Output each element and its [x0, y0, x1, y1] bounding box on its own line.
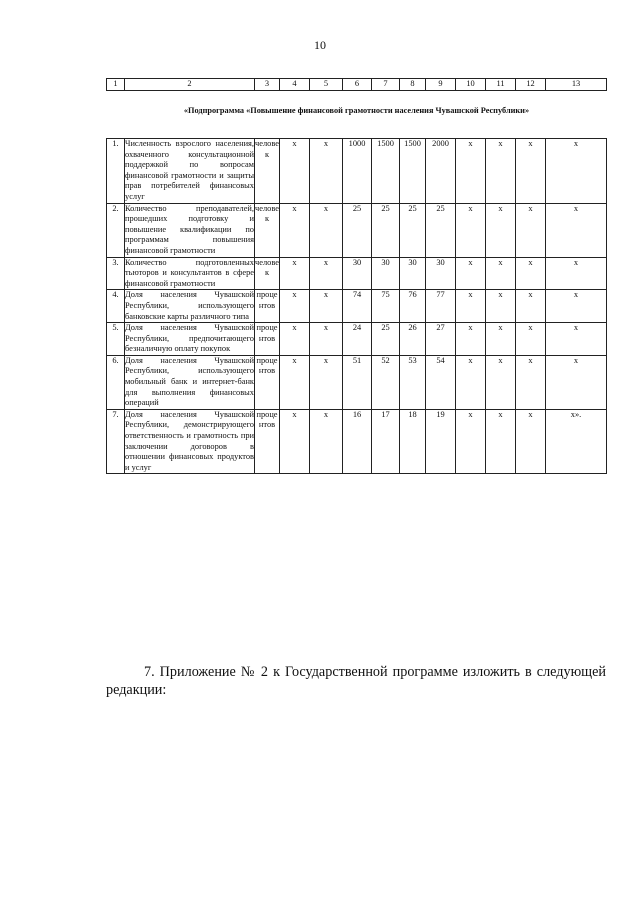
- indicator-name: Доля населения Чувашской Республики, предпочитающего безналичную оплату покупок: [125, 323, 255, 356]
- indicator-value: х: [486, 290, 516, 323]
- indicator-value: х: [456, 203, 486, 257]
- table-row: [107, 203, 607, 257]
- table-row: [107, 139, 607, 204]
- indicator-value: 54: [426, 355, 456, 409]
- page-number: 10: [314, 38, 326, 52]
- row-number: 2.: [107, 203, 125, 257]
- column-number-cell: 7: [372, 79, 400, 91]
- indicator-value: х: [310, 290, 343, 323]
- indicator-value: 52: [372, 355, 400, 409]
- indicator-value: 17: [372, 409, 400, 474]
- indicator-value: 30: [426, 257, 456, 290]
- indicator-value: х: [546, 355, 607, 409]
- column-number-cell: 8: [400, 79, 426, 91]
- indicator-value: 26: [400, 323, 426, 356]
- indicator-value: 30: [343, 257, 372, 290]
- indicator-value: х: [516, 139, 546, 204]
- indicator-value: х: [310, 257, 343, 290]
- unit-of-measure: человек: [255, 257, 280, 290]
- column-number-cell: 10: [456, 79, 486, 91]
- indicator-value: х: [456, 290, 486, 323]
- row-number: 7.: [107, 409, 125, 474]
- indicator-value: х: [516, 203, 546, 257]
- indicator-value: х: [486, 139, 516, 204]
- column-number-cell: 2: [125, 79, 255, 91]
- indicator-value: х: [310, 203, 343, 257]
- indicator-name: Количество подготовленных тьюторов и консультантов в сфере финансовой грамотности: [125, 257, 255, 290]
- indicator-value: х: [456, 323, 486, 356]
- indicator-value: х: [280, 409, 310, 474]
- indicator-value: х: [310, 409, 343, 474]
- indicator-value: х: [486, 203, 516, 257]
- subprogram-title: «Подпрограмма «Повышение финансовой грамотности населения Чувашской Республики»: [183, 106, 530, 116]
- column-number-cell: 6: [343, 79, 372, 91]
- indicator-value: х: [516, 290, 546, 323]
- indicator-value: х: [280, 139, 310, 204]
- table-row: [107, 257, 607, 290]
- indicator-value: х: [456, 409, 486, 474]
- indicator-value: 77: [426, 290, 456, 323]
- column-number-cell: 5: [310, 79, 343, 91]
- indicator-value: х: [310, 323, 343, 356]
- indicator-value: 51: [343, 355, 372, 409]
- indicator-value: 74: [343, 290, 372, 323]
- indicator-name: Численность взрослого населения, охваченного консультационной поддержкой по вопросам финансовой грамотности и защиты прав потребителей финансовых услуг: [125, 139, 255, 204]
- column-number-cell: 11: [486, 79, 516, 91]
- indicator-name: Доля населения Чувашской Республики, демонстрирующего ответственность и грамотность при заключении договоров в отношении финансовых продуктов и услуг: [125, 409, 255, 474]
- indicator-value: х: [546, 203, 607, 257]
- unit-of-measure: процентов: [255, 290, 280, 323]
- indicator-value: х: [486, 323, 516, 356]
- indicator-value: х: [546, 257, 607, 290]
- table-row: [107, 409, 607, 474]
- column-number-cell: 4: [280, 79, 310, 91]
- indicator-value: 25: [372, 323, 400, 356]
- indicator-value: х».: [546, 409, 607, 474]
- row-number: 5.: [107, 323, 125, 356]
- indicator-value: х: [546, 290, 607, 323]
- indicator-value: х: [456, 257, 486, 290]
- indicator-value: 25: [426, 203, 456, 257]
- indicator-value: 76: [400, 290, 426, 323]
- indicator-value: 16: [343, 409, 372, 474]
- indicator-value: 25: [343, 203, 372, 257]
- indicator-value: 30: [372, 257, 400, 290]
- indicator-name: Доля населения Чувашской Республики, использующего мобильный банк и интернет-банк для выполнения финансовых операций: [125, 355, 255, 409]
- indicator-value: 19: [426, 409, 456, 474]
- column-number-row: [107, 79, 607, 91]
- indicator-value: 1500: [400, 139, 426, 204]
- indicator-value: х: [546, 323, 607, 356]
- indicator-value: х: [486, 409, 516, 474]
- column-number-cell: 12: [516, 79, 546, 91]
- indicator-value: х: [280, 257, 310, 290]
- table-row: [107, 355, 607, 409]
- row-number: 6.: [107, 355, 125, 409]
- indicator-value: х: [280, 290, 310, 323]
- column-number-cell: 13: [546, 79, 607, 91]
- indicator-value: х: [280, 355, 310, 409]
- indicator-value: 27: [426, 323, 456, 356]
- indicator-value: х: [310, 355, 343, 409]
- indicator-value: х: [456, 139, 486, 204]
- indicator-name: Количество преподавателей, прошедших подготовку и повышение квалификации по программам повышения финансовой грамотности: [125, 203, 255, 257]
- table-row: [107, 290, 607, 323]
- indicator-value: х: [516, 323, 546, 356]
- indicator-value: х: [456, 355, 486, 409]
- unit-of-measure: процентов: [255, 409, 280, 474]
- indicator-value: 25: [400, 203, 426, 257]
- indicator-value: х: [516, 355, 546, 409]
- indicator-value: 24: [343, 323, 372, 356]
- indicator-value: 1000: [343, 139, 372, 204]
- indicators-table: [106, 78, 607, 474]
- column-number-cell: 9: [426, 79, 456, 91]
- indicator-value: х: [516, 257, 546, 290]
- indicator-value: 18: [400, 409, 426, 474]
- subprogram-title-row: [107, 91, 607, 133]
- row-number: 1.: [107, 139, 125, 204]
- indicator-value: х: [486, 355, 516, 409]
- indicator-name: Доля населения Чувашской Республики, использующего банковские карты различного типа: [125, 290, 255, 323]
- column-number-cell: 3: [255, 79, 280, 91]
- indicator-value: х: [310, 139, 343, 204]
- indicator-value: х: [546, 139, 607, 204]
- indicator-value: х: [516, 409, 546, 474]
- column-number-cell: 1: [107, 79, 125, 91]
- indicator-value: х: [486, 257, 516, 290]
- footer-paragraph: 7. Приложение № 2 к Государственной программе изложить в следующей редакции:: [106, 664, 606, 698]
- indicator-value: х: [280, 203, 310, 257]
- indicator-value: 25: [372, 203, 400, 257]
- indicator-value: 75: [372, 290, 400, 323]
- indicator-value: 30: [400, 257, 426, 290]
- row-number: 4.: [107, 290, 125, 323]
- unit-of-measure: процентов: [255, 323, 280, 356]
- indicator-value: 2000: [426, 139, 456, 204]
- indicator-value: 53: [400, 355, 426, 409]
- indicator-value: х: [280, 323, 310, 356]
- row-number: 3.: [107, 257, 125, 290]
- unit-of-measure: процентов: [255, 355, 280, 409]
- indicator-value: 1500: [372, 139, 400, 204]
- table-row: [107, 323, 607, 356]
- unit-of-measure: человек: [255, 139, 280, 204]
- unit-of-measure: человек: [255, 203, 280, 257]
